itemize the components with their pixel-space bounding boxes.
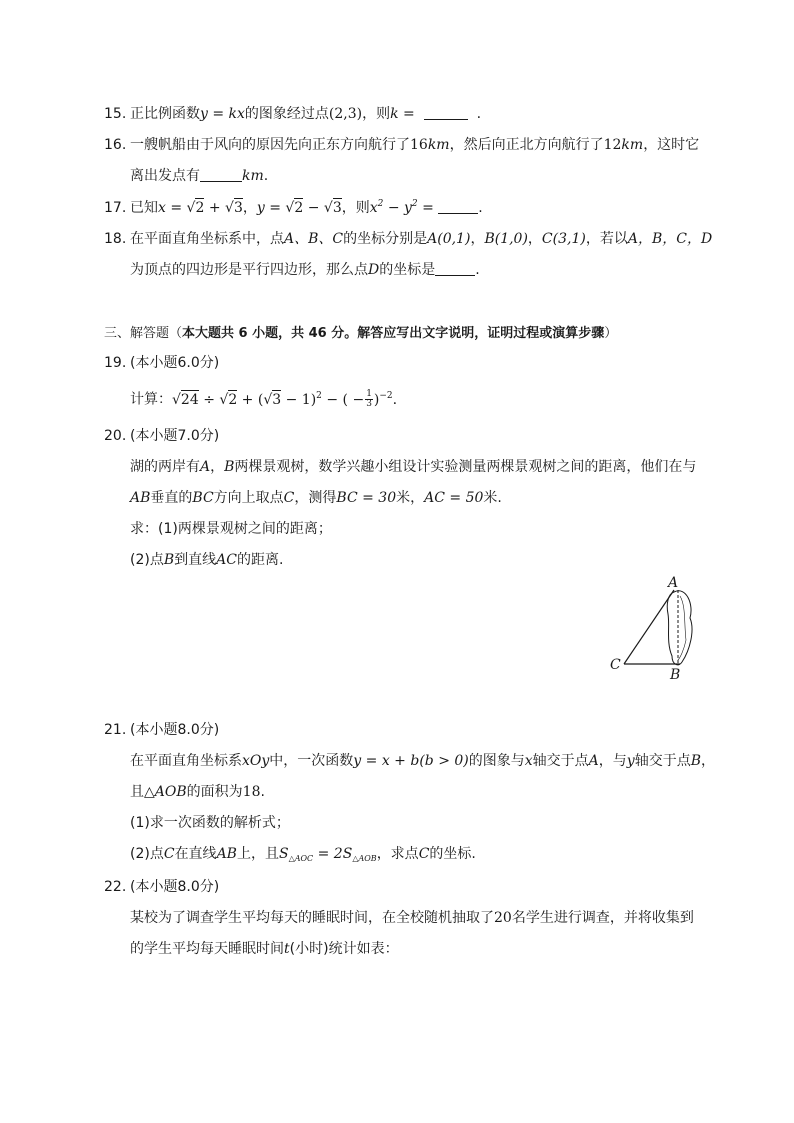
question-text: 的学生平均每天睡眠时间: [130, 941, 284, 957]
math-expr: k =: [390, 106, 415, 122]
math-expr: xOy: [242, 753, 270, 769]
point-c: C: [283, 490, 295, 506]
math-number: 16: [410, 137, 428, 153]
triangle-diagram: [600, 570, 710, 685]
segment-bc: BC: [192, 490, 214, 506]
math-points: A，B，C，D: [627, 231, 713, 247]
question-text: 在平面直角坐标系中，点: [130, 231, 284, 247]
sub-question-1: (1)求一次函数的解析式；: [130, 815, 290, 831]
question-text: 轴交于点: [532, 753, 589, 769]
question-number: 17.: [104, 200, 127, 216]
math-expr: y = x + b(b > 0): [353, 753, 469, 769]
question-text: 正比例函数: [130, 106, 200, 122]
math-var: t: [284, 941, 290, 957]
question-text: 一艘帆船由于风向的原因先向正东方向航行了: [130, 137, 410, 153]
question-text: 某校为了调查学生平均每天的睡眠时间，在全校随机抽取了: [130, 910, 494, 926]
question-text: ，则: [362, 106, 391, 122]
question-score: (本小题8.0分): [130, 722, 220, 738]
sub-question-2: (2)点C在直线AB上，且$S_{\triangle AOC} = 2S_{\triangle AOB}$，求点C的坐标.: [130, 846, 476, 863]
question-number: 22.: [104, 879, 127, 895]
section-header: 三、解答题（本大题共 6 小题，共 46 分。解答应写出文字说明，证明过程或演算步骤）: [104, 326, 618, 341]
point-a: A(0,1): [427, 231, 471, 247]
question-text: 的面积为: [186, 784, 243, 800]
punctuation: ，: [242, 200, 257, 216]
label-b: B: [670, 667, 681, 683]
answer-blank[interactable]: [200, 169, 242, 182]
answer-blank[interactable]: [435, 263, 475, 276]
question-text: 离出发点有: [130, 168, 200, 184]
math-unit: km: [621, 137, 644, 153]
question-text: 垂直的: [150, 490, 193, 506]
question-text: ，测得: [294, 490, 337, 506]
question-text: ，这时它: [643, 137, 700, 153]
question-number: 18.: [104, 231, 127, 247]
math-sqrt: √2 + √3: [186, 200, 243, 216]
section-instructions: 本大题共 6 小题，共 46 分。解答应写出文字说明，证明过程或演算步骤: [182, 326, 605, 341]
math-expr: x =: [158, 200, 183, 216]
segment-ca: [624, 590, 674, 664]
point-b: B(1,0): [484, 231, 528, 247]
punctuation: .: [476, 106, 482, 122]
question-text: ，则: [341, 200, 370, 216]
answer-blank[interactable]: [438, 201, 478, 214]
question-number: 20.: [104, 428, 127, 444]
label-a: A: [668, 575, 679, 591]
point-c: C(3,1): [541, 231, 586, 247]
math-unit: km: [242, 168, 264, 184]
math-number: 18: [242, 784, 261, 800]
sub-question-1: 求：(1)两棵景观树之间的距离；: [130, 521, 332, 537]
question-text: 的图象与: [468, 753, 525, 769]
point-d: D: [368, 262, 380, 278]
question-text: 的图象经过点: [244, 106, 329, 122]
math-point: (2,3): [328, 106, 363, 122]
question-text: 且: [130, 784, 144, 800]
question-text: ，若以: [585, 231, 628, 247]
question-text: 米.: [483, 490, 502, 506]
question-text: 的坐标分别是: [343, 231, 428, 247]
math-expr: $√24 \div √2 + (√3 - 1)^2$ − ( − $\frac{1}{3}$ )$^{-2}$.: [172, 389, 398, 409]
question-text: 湖的两岸有: [130, 459, 200, 475]
punctuation: .: [475, 262, 480, 278]
question-text: 名学生进行调查，并将收集到: [511, 910, 694, 926]
question-score: (本小题6.0分): [130, 355, 220, 371]
question-text: 轴交于点: [634, 753, 691, 769]
question-text: 米，: [396, 490, 425, 506]
question-score: (本小题7.0分): [130, 428, 220, 444]
question-number: 15.: [104, 106, 127, 122]
question-text: ，与: [598, 753, 627, 769]
math-expr: BC = 30: [336, 490, 397, 506]
math-unit: km: [427, 137, 450, 153]
exam-page: 15. 正比例函数y = kx的图象经过点(2,3)，则k = . 16. 一艘帆船由于风向的原因先向正东方向航行了16km，然后向正北方向航行了12km，这时它 离出发点有 km. 17. 已知x = √2 + √3，y = √2 − √3，则$x^2 - y^2$ = . 18. 在平面直角坐标系中，点A、B、C的坐标分别是A(0,1)，B(1,0)，C(3,1)，若以A，B，C，D 为顶点的四边形是平行四边形，那么点D的坐标是 . 三、解答题（本大题共 6 小题，共 46 分。解答应写出文字说明，证明过程或演算步骤） 19. (本小题6.0分) 计算：$√24 \div √2 + (√3 - 1)^2$ − ( − $\frac{1}{3}$ )$^{-2}$. 20. (本小题7.0分) 湖的两岸有A，B两棵景观树，数学兴趣小组设计实验测量两棵景观树之间的距离，他们在与 AB垂直的BC方向上取点C，测得BC = 30米，AC = 50米. 求：(1)两棵景观树之间的距离； (2)点B到直线AC的距离. A C B 21. (本小题8.0分) 在平面直角坐标系xOy中，一次函数y = x + b(b > 0)的图象与x轴交于点A，与y轴交于点B， 且△AOB的面积为18. (1)求一次函数的解析式； (2)点C在直线AB上，且$S_{\triangle AOC} = 2S_{\triangle AOB}$，求点C的坐标. 22. (本小题8.0分) 某校为了调查学生平均每天的睡眠时间，在全校随机抽取了20名学生进行调查，并将收集到 的学生平均每天睡眠时间t(小时)统计如表：: [104, 106, 715, 957]
question-text: 已知: [130, 200, 158, 216]
math-number: 20: [494, 910, 512, 926]
question-number: 21.: [104, 722, 127, 738]
punctuation: .: [263, 168, 269, 184]
question-number: 19.: [104, 355, 127, 371]
math-expr: y = kx: [200, 106, 245, 122]
lake-shape: [667, 591, 692, 665]
segment-ab: AB: [130, 490, 151, 506]
question-text: 为顶点的四边形是平行四边形，那么点: [130, 262, 368, 278]
question-text: 两棵景观树，数学兴趣小组设计实验测量两棵景观树之间的距离，他们在与: [234, 459, 697, 475]
question-text: 的坐标是: [379, 262, 436, 278]
math-sqrt: √2 − √3: [285, 200, 342, 216]
answer-blank[interactable]: [424, 107, 468, 120]
sub-question-2: (2)点B到直线AC的距离.: [130, 552, 284, 568]
math-number: 12: [603, 137, 622, 153]
question-text: 方向上取点: [213, 490, 284, 506]
math-expr: △AOB: [144, 784, 187, 800]
point-a: A: [200, 459, 211, 475]
label-c: C: [610, 657, 621, 673]
math-expr: y =: [256, 200, 281, 216]
question-text: 计算：: [130, 391, 172, 408]
question-score: (本小题8.0分): [130, 879, 220, 895]
lake-shape-inner: [678, 596, 686, 660]
question-number: 16.: [104, 137, 127, 153]
punctuation: .: [478, 200, 483, 216]
question-text: 在平面直角坐标系: [130, 753, 242, 769]
math-expr: $x^2 - y^2$ =: [369, 199, 434, 216]
math-expr: AC = 50: [424, 490, 484, 506]
question-text: 中，一次函数: [269, 753, 354, 769]
question-text: (小时)统计如表：: [289, 941, 399, 957]
math-points: A、B、C: [284, 231, 344, 247]
question-text: ，然后向正北方向航行了: [449, 137, 604, 153]
point-b: B: [224, 459, 235, 475]
